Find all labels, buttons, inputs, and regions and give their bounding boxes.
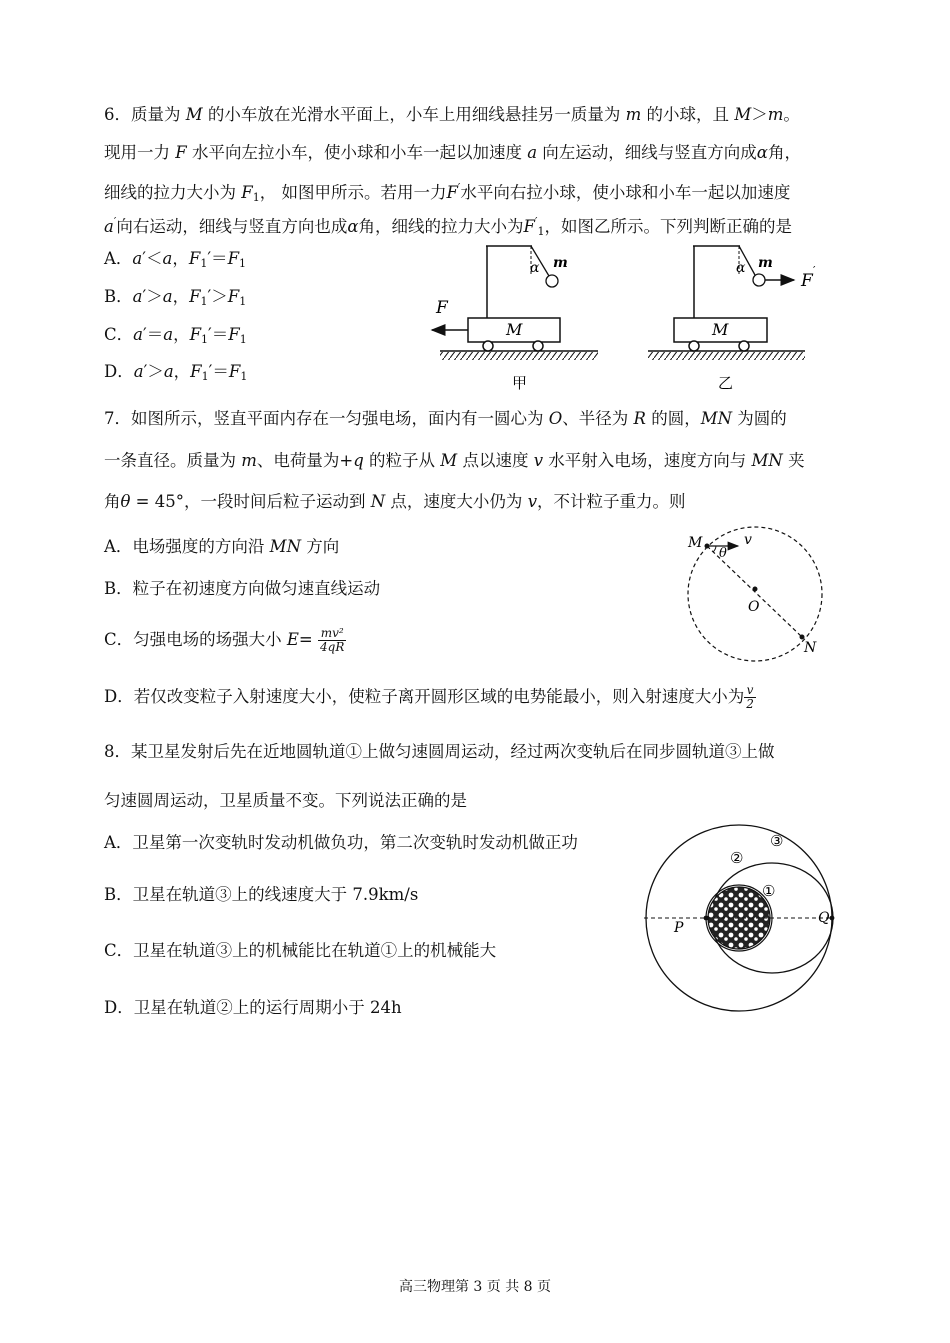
q6-option-d[interactable]: D．a′＞a，$F_1'=F_1$ bbox=[104, 362, 248, 383]
point-n bbox=[800, 635, 805, 640]
point-o bbox=[753, 587, 758, 592]
q6-option-c[interactable]: C．a′＝a，$F_1'=F_1$ bbox=[104, 325, 247, 346]
caption-jia: 甲 bbox=[512, 374, 528, 392]
angle-label-jia: α bbox=[530, 260, 540, 276]
label-o: O bbox=[748, 599, 760, 615]
label-m: M bbox=[688, 535, 703, 551]
cart-label-jia: M bbox=[506, 320, 523, 339]
label-orbit-3: ③ bbox=[770, 832, 784, 850]
q7-option-d[interactable]: D．若仅改变粒子入射速度大小，使粒子离开圆形区域的电势能最小，则入射速度大小为 $\frac{v}{2}$ bbox=[104, 683, 754, 711]
ball-jia bbox=[546, 275, 558, 287]
q7-option-b[interactable]: B．粒子在初速度方向做匀速直线运动 bbox=[104, 579, 381, 598]
q6-stem-line-2: 现用一力 F 水平向左拉小车，使小球和小车一起以加速度 a 向左运动，细线与竖直方向成α角， bbox=[104, 143, 801, 162]
q6-option-a[interactable]: A．a′＜a，$F_1'=F_1$ bbox=[104, 249, 247, 270]
point-q bbox=[830, 916, 835, 921]
point-p bbox=[704, 916, 709, 921]
label-orbit-2: ② bbox=[730, 849, 744, 867]
label-q: Q bbox=[818, 910, 830, 926]
q7-stem-line-2: 一条直径。质量为 m、电荷量为+q 的粒子从 M 点以速度 v 水平射入电场，速度方向与 MN 夹 bbox=[104, 451, 805, 470]
field-strength-fraction: $\frac{\text{mv²}}{4qR}$ bbox=[320, 626, 345, 654]
q8-option-c[interactable]: C．卫星在轨道③上的机械能比在轨道①上的机械能大 bbox=[104, 941, 497, 960]
q8-option-d[interactable]: D．卫星在轨道②上的运行周期小于 24h bbox=[104, 998, 402, 1017]
ball-yi bbox=[753, 274, 765, 286]
cart-label-yi: M bbox=[712, 320, 729, 339]
label-v: v bbox=[744, 532, 752, 548]
label-p: P bbox=[674, 920, 684, 936]
q7-stem-line-1: 7．如图所示，竖直平面内存在一匀强电场，面内有一圆心为 O、半径为 R 的圆，MN 为圆的 bbox=[104, 409, 787, 428]
figure-yi bbox=[648, 246, 816, 392]
q8-stem-line-1: 8．某卫星发射后先在近地圆轨道①上做匀速圆周运动，经过两次变轨后在同步圆轨道③上做 bbox=[104, 742, 775, 761]
q7-figure-circle-field bbox=[678, 526, 838, 666]
q6-stem-line-1: 6．质量为 M 的小车放在光滑水平面上，小车上用细线悬挂另一质量为 m 的小球，且 M＞m。 bbox=[104, 105, 800, 124]
q8-option-a[interactable]: A．卫星第一次变轨时发动机做负功，第二次变轨时发动机做正功 bbox=[104, 833, 578, 852]
speed-fraction: $\frac{v}{2}$ bbox=[746, 683, 754, 711]
label-orbit-1: ① bbox=[762, 882, 776, 900]
label-theta: θ bbox=[719, 546, 727, 561]
q8-figure-orbits bbox=[638, 822, 838, 1012]
force-label-right: F bbox=[801, 271, 813, 291]
q7-option-a[interactable]: A．电场强度的方向沿 MN 方向 bbox=[104, 537, 340, 556]
ball-label-jia: m bbox=[553, 255, 568, 271]
q6-stem-line-3: 细线的拉力大小为 $F_1$， 如图甲所示。若用一力F′水平向右拉小球，使小球和小车一起以加速度 bbox=[104, 181, 791, 204]
q8-option-b[interactable]: B．卫星在轨道③上的线速度大于 7.9km/s bbox=[104, 885, 419, 904]
q7-option-c[interactable]: C．匀强电场的场强大小 E= $\frac{\text{mv²}}{4qR}$ bbox=[104, 626, 345, 654]
page-footer: 高三物理第 3 页 共 8 页 bbox=[398, 1279, 552, 1295]
caption-yi: 乙 bbox=[718, 374, 734, 392]
q8-stem-line-2: 匀速圆周运动，卫星质量不变。下列说法正确的是 bbox=[104, 791, 467, 810]
ball-label-yi: m bbox=[758, 255, 773, 271]
q6-figure-cart-pendulum bbox=[420, 238, 820, 398]
q6-option-b[interactable]: B．a′＞a，$F_1'>F_1$ bbox=[104, 287, 247, 308]
q6-stem-line-4: a′向右运动，细线与竖直方向也成α角，细线的拉力大小为$F'_1$，如图乙所示。下列判断正确的是 bbox=[104, 215, 792, 238]
force-label-left: F bbox=[436, 298, 448, 318]
angle-label-yi: α bbox=[736, 260, 746, 276]
label-n: N bbox=[804, 640, 817, 656]
figure-jia bbox=[432, 246, 598, 392]
force-label-right-prime: ′ bbox=[813, 264, 816, 277]
q7-stem-line-3: 角θ = 45°，一段时间后粒子运动到 N 点，速度大小仍为 v，不计粒子重力。则 bbox=[104, 492, 686, 511]
